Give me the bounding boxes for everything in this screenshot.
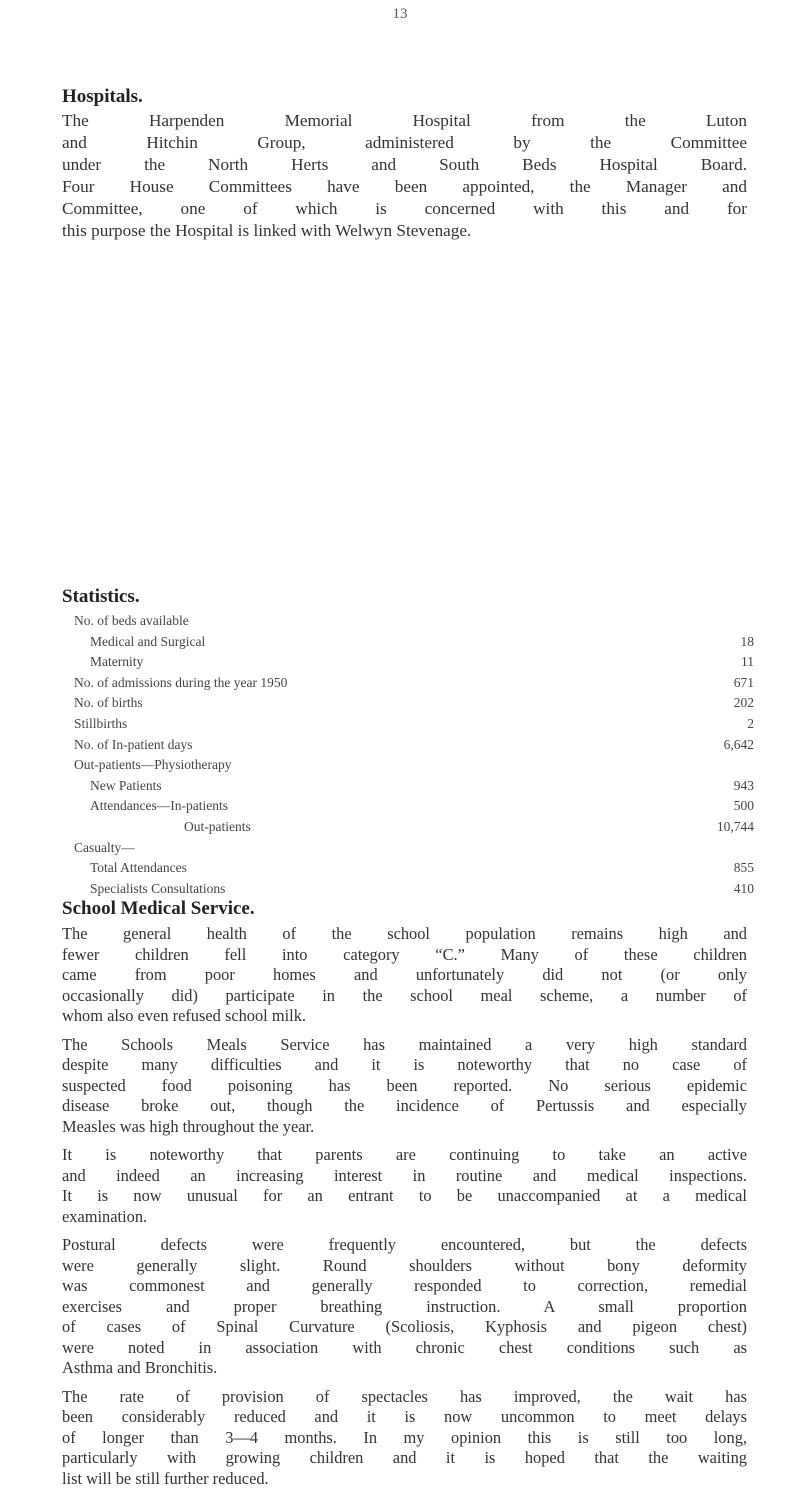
text-line: came from poor homes and unfortunately did not (or only xyxy=(62,965,747,986)
text-line: examination. xyxy=(62,1207,747,1228)
text-line: The Harpenden Memorial Hospital from the Luton xyxy=(62,110,747,132)
text-line: suspected food poisoning has been reported. No serious epidemic xyxy=(62,1076,747,1097)
statistics-heading: Statistics. xyxy=(62,586,140,608)
statistics-row-value: 671 xyxy=(734,675,754,691)
text-line: list will be still further reduced. xyxy=(62,1469,747,1489)
text-line: It is now unusual for an entrant to be unaccompanied at a medical xyxy=(62,1186,747,1207)
statistics-row-label: Attendances—In-patients xyxy=(90,798,228,814)
statistics-row-label: Out-patients—Physiotherapy xyxy=(74,757,231,773)
statistics-row xyxy=(74,840,754,860)
statistics-row-label: No. of admissions during the year 1950 xyxy=(74,675,287,691)
text-line: this purpose the Hospital is linked with Welwyn Stevenage. xyxy=(62,220,747,242)
statistics-row-value: 855 xyxy=(734,860,754,876)
statistics-row xyxy=(74,634,754,654)
school-paragraph xyxy=(62,1035,747,1138)
statistics-row-value: 943 xyxy=(734,778,754,794)
statistics-row-label: No. of In-patient days xyxy=(74,737,192,753)
statistics-row-value: 18 xyxy=(741,634,755,650)
statistics-row xyxy=(74,757,754,777)
text-line: The general health of the school population remains high and xyxy=(62,924,747,945)
statistics-row xyxy=(74,695,754,715)
statistics-row-label: No. of beds available xyxy=(74,613,189,629)
text-line: were noted in association with chronic chest conditions such as xyxy=(62,1338,747,1359)
school-paragraph xyxy=(62,1235,747,1379)
text-line: exercises and proper breathing instruction. A small proportion xyxy=(62,1297,747,1318)
text-line: Four House Committees have been appointed, the Manager and xyxy=(62,176,747,198)
text-line: particularly with growing children and it is hoped that the waiting xyxy=(62,1448,747,1469)
statistics-row-value: 6,642 xyxy=(724,737,754,753)
statistics-row-value: 500 xyxy=(734,798,754,814)
text-line: been considerably reduced and it is now uncommon to meet delays xyxy=(62,1407,747,1428)
text-line: of cases of Spinal Curvature (Scoliosis, Kyphosis and pigeon chest) xyxy=(62,1317,747,1338)
statistics-row xyxy=(74,737,754,757)
text-line: of longer than 3—4 months. In my opinion this is still too long, xyxy=(62,1428,747,1449)
text-line: and indeed an increasing interest in routine and medical inspections. xyxy=(62,1166,747,1187)
statistics-row xyxy=(74,654,754,674)
statistics-row xyxy=(74,819,754,839)
statistics-row-label: Stillbirths xyxy=(74,716,127,732)
text-line: Asthma and Bronchitis. xyxy=(62,1358,747,1379)
text-line: The Schools Meals Service has maintained a very high standard xyxy=(62,1035,747,1056)
text-line: Committee, one of which is concerned with this and for xyxy=(62,198,747,220)
statistics-row-label: New Patients xyxy=(90,778,162,794)
statistics-row-label: Casualty— xyxy=(74,840,135,856)
statistics-row-value: 11 xyxy=(741,654,754,670)
text-line: Measles was high throughout the year. xyxy=(62,1117,747,1138)
text-line: whom also even refused school milk. xyxy=(62,1006,747,1027)
text-line: despite many difficulties and it is noteworthy that no case of xyxy=(62,1055,747,1076)
statistics-row-value: 202 xyxy=(734,695,754,711)
text-line: Postural defects were frequently encountered, but the defects xyxy=(62,1235,747,1256)
statistics-row-label: Out-patients xyxy=(184,819,251,835)
statistics-row-value: 410 xyxy=(734,881,754,897)
text-line: and Hitchin Group, administered by the Committee xyxy=(62,132,747,154)
hospitals-paragraph xyxy=(62,110,747,242)
text-line: were generally slight. Round shoulders without bony deformity xyxy=(62,1256,747,1277)
statistics-row xyxy=(74,798,754,818)
statistics-row-value: 10,744 xyxy=(717,819,754,835)
statistics-row xyxy=(74,778,754,798)
page-number: 13 xyxy=(0,6,800,23)
text-line: disease broke out, though the incidence of Pertussis and especially xyxy=(62,1096,747,1117)
statistics-row-label: Specialists Consultations xyxy=(90,881,225,897)
statistics-row xyxy=(74,860,754,880)
school-paragraph xyxy=(62,924,747,1027)
school-heading: School Medical Service. xyxy=(62,898,255,920)
text-line: fewer children fell into category “C.” Many of these children xyxy=(62,945,747,966)
text-line: under the North Herts and South Beds Hospital Board. xyxy=(62,154,747,176)
text-line: was commonest and generally responded to correction, remedial xyxy=(62,1276,747,1297)
statistics-row-label: Maternity xyxy=(90,654,143,670)
statistics-row xyxy=(74,675,754,695)
statistics-row-value: 2 xyxy=(747,716,754,732)
hospitals-heading: Hospitals. xyxy=(62,86,143,108)
text-line: It is noteworthy that parents are continuing to take an active xyxy=(62,1145,747,1166)
statistics-row xyxy=(74,716,754,736)
text-line: The rate of provision of spectacles has improved, the wait has xyxy=(62,1387,747,1408)
text-line: occasionally did) participate in the school meal scheme, a number of xyxy=(62,986,747,1007)
statistics-row-label: Total Attendances xyxy=(90,860,187,876)
statistics-row xyxy=(74,613,754,633)
school-paragraph xyxy=(62,1145,747,1227)
school-paragraph xyxy=(62,1387,747,1489)
statistics-row-label: No. of births xyxy=(74,695,143,711)
statistics-row-label: Medical and Surgical xyxy=(90,634,205,650)
